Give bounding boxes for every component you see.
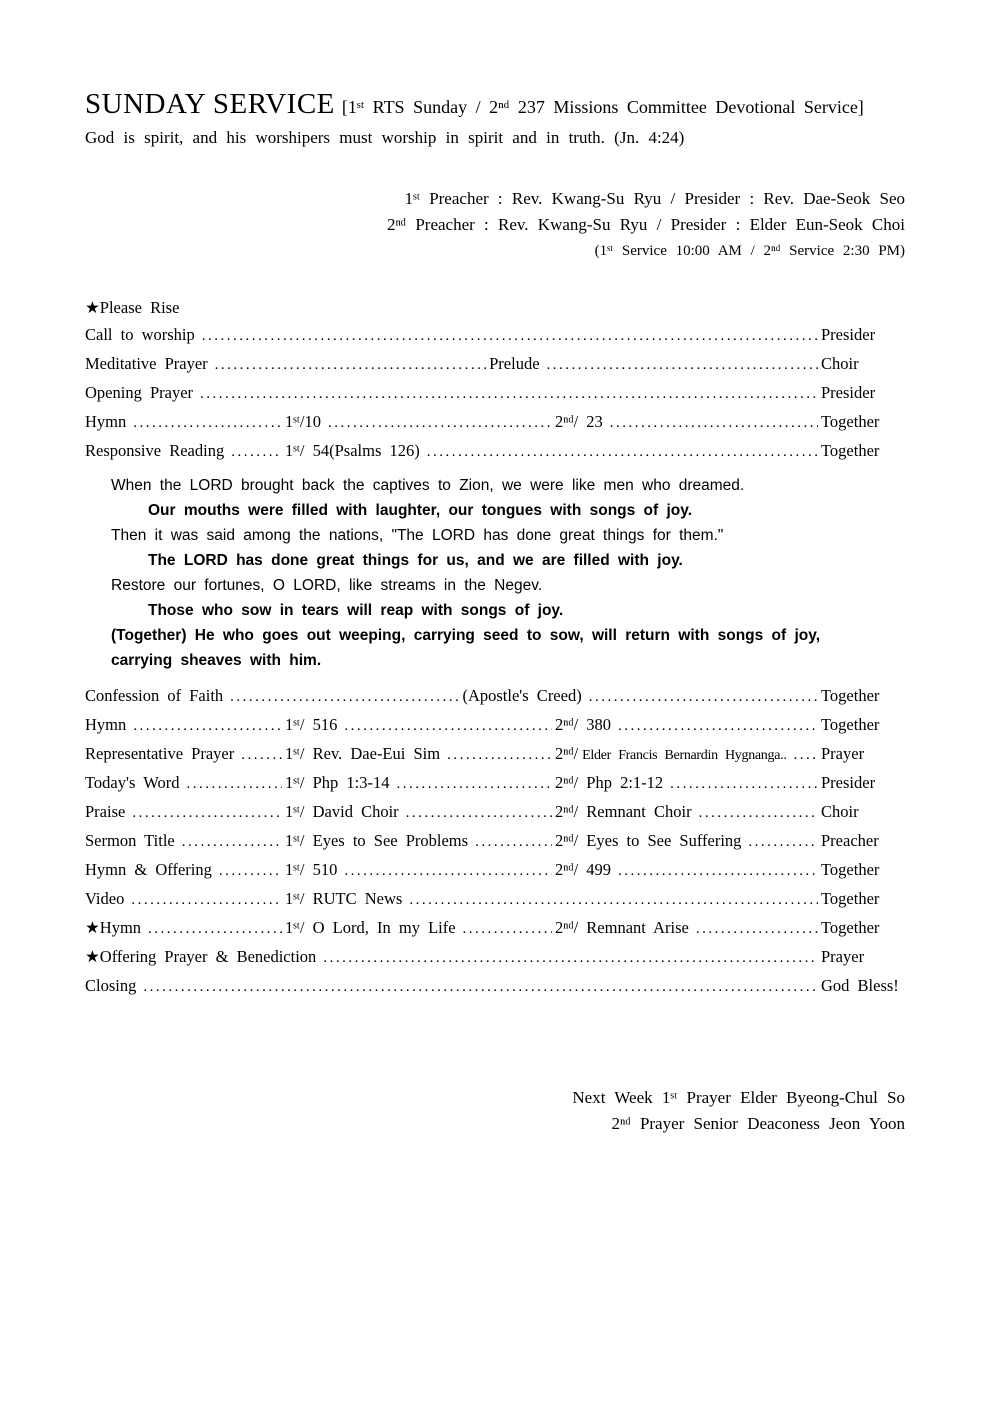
please-rise-note: ★Please Rise bbox=[85, 298, 180, 317]
service-role: Together bbox=[821, 860, 880, 879]
service-row bbox=[85, 914, 905, 943]
reading-line: Then it was said among the nations, "The LORD has done great things for them." bbox=[111, 527, 724, 544]
dot-leader bbox=[219, 858, 282, 885]
service-row bbox=[85, 711, 905, 740]
second-service-value: 2ⁿᵈ/ 380 bbox=[555, 715, 612, 734]
service-role: Preacher bbox=[821, 831, 879, 850]
second-service-zone bbox=[555, 408, 821, 437]
first-service-value: 1ˢᵗ/ Eyes to See Problems bbox=[285, 831, 469, 850]
service-row bbox=[85, 798, 905, 827]
service-label: Hymn & Offering bbox=[85, 860, 212, 879]
dot-leader bbox=[670, 771, 818, 798]
first-service-zone bbox=[285, 827, 555, 856]
service-label: Closing bbox=[85, 976, 137, 995]
second-service-zone bbox=[555, 856, 821, 885]
service-label: Call to worship bbox=[85, 325, 195, 344]
dot-leader bbox=[748, 829, 818, 856]
dot-leader bbox=[148, 916, 282, 943]
service-role: Together bbox=[821, 918, 880, 937]
service-label: Video bbox=[85, 889, 125, 908]
service-role: Prayer bbox=[821, 744, 865, 763]
service-role: Presider bbox=[821, 325, 876, 344]
second-service-value: 2ⁿᵈ/ bbox=[555, 744, 579, 763]
preacher-presider-block bbox=[85, 186, 905, 264]
label-zone bbox=[85, 885, 285, 914]
dot-leader bbox=[241, 742, 282, 769]
dot-leader bbox=[328, 410, 552, 437]
dot-leader bbox=[696, 916, 818, 943]
service-row bbox=[85, 321, 905, 350]
reading-line: Those who sow in tears will reap with songs of joy. bbox=[148, 602, 564, 619]
service-role: Choir bbox=[820, 354, 859, 373]
dot-leader bbox=[186, 771, 282, 798]
dot-leader bbox=[133, 410, 282, 437]
service-label: Praise bbox=[85, 802, 126, 821]
dot-leader bbox=[610, 410, 818, 437]
first-service-zone bbox=[285, 885, 821, 914]
scripture-verse: God is spirit, and his worshipers must worship in spirit and in truth. (Jn. 4:24) bbox=[85, 128, 685, 147]
service-label: Sermon Title bbox=[85, 831, 175, 850]
dot-leader bbox=[547, 352, 818, 379]
second-service-zone bbox=[555, 798, 821, 827]
service-row bbox=[85, 885, 905, 914]
first-service-value: 1ˢᵗ/ 510 bbox=[285, 860, 338, 879]
second-service-zone bbox=[555, 711, 821, 740]
first-service-zone bbox=[285, 856, 555, 885]
second-service-value: 2ⁿᵈ/ Eyes to See Suffering bbox=[555, 831, 742, 850]
label-zone bbox=[85, 827, 285, 856]
dot-leader bbox=[618, 858, 818, 885]
dot-leader bbox=[143, 974, 818, 1001]
service-label: Today's Word bbox=[85, 773, 180, 792]
dot-leader bbox=[406, 800, 552, 827]
service-role: Together bbox=[821, 412, 880, 431]
first-service-zone bbox=[285, 769, 555, 798]
first-service-value: 1ˢᵗ/ 54(Psalms 126) bbox=[285, 441, 420, 460]
title-line bbox=[85, 88, 905, 121]
service-label: Responsive Reading bbox=[85, 441, 225, 460]
service-role: Presider bbox=[821, 383, 876, 402]
reading-line: carrying sheaves with him. bbox=[111, 652, 322, 669]
second-service-zone bbox=[555, 827, 821, 856]
dot-leader bbox=[132, 800, 282, 827]
dot-leader bbox=[215, 352, 486, 379]
dot-leader bbox=[463, 916, 552, 943]
service-label: Meditative Prayer bbox=[85, 354, 208, 373]
second-service-value: 2ⁿᵈ/ Remnant Arise bbox=[555, 918, 689, 937]
service-label: Hymn bbox=[85, 412, 127, 431]
first-service-value: 1ˢᵗ/10 bbox=[285, 412, 321, 431]
service-role: Together bbox=[821, 686, 880, 705]
header bbox=[85, 88, 905, 148]
label-zone bbox=[85, 408, 285, 437]
service-row bbox=[85, 943, 905, 972]
responsive-reading-passage bbox=[85, 473, 905, 673]
dot-leader bbox=[589, 684, 818, 711]
second-preacher-line: 2ⁿᵈ Preacher : Rev. Kwang-Su Ryu / Presider : Elder Eun-Seok Choi bbox=[386, 215, 905, 234]
first-service-zone bbox=[285, 408, 555, 437]
service-mid-value: (Apostle's Creed) bbox=[462, 686, 582, 705]
dot-leader bbox=[323, 945, 818, 972]
service-label: Representative Prayer bbox=[85, 744, 235, 763]
reading-line: Our mouths were filled with laughter, our tongues with songs of joy. bbox=[148, 502, 693, 519]
label-zone bbox=[85, 914, 285, 943]
service-row bbox=[85, 972, 905, 1001]
service-label: ★Offering Prayer & Benediction bbox=[85, 947, 317, 966]
service-row bbox=[85, 827, 905, 856]
service-role: Together bbox=[821, 715, 880, 734]
service-mid-value: Prelude bbox=[489, 354, 540, 373]
dot-leader bbox=[182, 829, 282, 856]
service-row bbox=[85, 856, 905, 885]
reading-line: When the LORD brought back the captives to Zion, we were like men who dreamed. bbox=[111, 477, 745, 494]
dot-leader bbox=[200, 381, 818, 408]
first-service-zone bbox=[285, 711, 555, 740]
service-row bbox=[85, 740, 905, 769]
service-label: ★Hymn bbox=[85, 918, 142, 937]
first-service-value: 1ˢᵗ/ Rev. Dae-Eui Sim bbox=[285, 744, 441, 763]
label-zone bbox=[85, 769, 285, 798]
first-preacher-line: 1ˢᵗ Preacher : Rev. Kwang-Su Ryu / Presider : Rev. Dae-Seok Seo bbox=[404, 189, 905, 208]
dot-leader bbox=[794, 742, 818, 769]
first-service-zone bbox=[285, 798, 555, 827]
second-service-value: 2ⁿᵈ/ Remnant Choir bbox=[555, 802, 692, 821]
label-zone bbox=[85, 711, 285, 740]
label-zone bbox=[85, 740, 285, 769]
second-service-value: 2ⁿᵈ/ Php 2:1-12 bbox=[555, 773, 664, 792]
dot-leader bbox=[230, 684, 459, 711]
service-role: Together bbox=[821, 441, 880, 460]
first-service-value: 1ˢᵗ/ RUTC News bbox=[285, 889, 403, 908]
service-label: Confession of Faith bbox=[85, 686, 224, 705]
dot-leader bbox=[133, 713, 282, 740]
dot-leader bbox=[344, 858, 552, 885]
second-service-value: 2ⁿᵈ/ 23 bbox=[555, 412, 603, 431]
dot-leader bbox=[427, 439, 818, 466]
first-service-value: 1ˢᵗ/ David Choir bbox=[285, 802, 399, 821]
label-zone bbox=[85, 856, 285, 885]
service-role: Choir bbox=[821, 802, 859, 821]
service-row bbox=[85, 408, 905, 437]
label-zone bbox=[85, 437, 285, 466]
next-week-second-prayer: 2ⁿᵈ Prayer Senior Deaconess Jeon Yoon bbox=[611, 1114, 905, 1133]
service-role: God Bless! bbox=[821, 976, 899, 995]
service-row bbox=[85, 350, 905, 379]
page-title: SUNDAY SERVICE bbox=[85, 88, 335, 120]
dot-leader bbox=[409, 887, 818, 914]
second-service-zone bbox=[555, 769, 821, 798]
service-times: (1ˢᵗ Service 10:00 AM / 2ⁿᵈ Service 2:30 PM) bbox=[594, 243, 905, 259]
order-of-service-part2 bbox=[85, 682, 905, 1001]
first-service-value: 1ˢᵗ/ 516 bbox=[285, 715, 338, 734]
service-role: Together bbox=[821, 889, 880, 908]
title-note: [1ˢᵗ RTS Sunday / 2ⁿᵈ 237 Missions Committee Devotional Service] bbox=[341, 97, 864, 117]
dot-leader bbox=[202, 323, 818, 350]
dot-leader bbox=[231, 439, 282, 466]
second-service-zone bbox=[555, 740, 821, 769]
first-service-value: 1ˢᵗ/ Php 1:3-14 bbox=[285, 773, 390, 792]
next-week-block bbox=[85, 1085, 905, 1137]
service-row bbox=[85, 682, 905, 711]
first-service-zone bbox=[285, 740, 555, 769]
reading-line: The LORD has done great things for us, and we are filled with joy. bbox=[148, 552, 683, 569]
dot-leader bbox=[131, 887, 282, 914]
reading-line: Restore our fortunes, O LORD, like streams in the Negev. bbox=[111, 577, 543, 594]
first-service-zone bbox=[285, 437, 821, 466]
dot-leader bbox=[618, 713, 818, 740]
second-service-value: 2ⁿᵈ/ 499 bbox=[555, 860, 612, 879]
next-week-first-prayer: Next Week 1ˢᵗ Prayer Elder Byeong-Chul So bbox=[572, 1088, 905, 1107]
label-zone bbox=[85, 798, 285, 827]
dot-leader bbox=[397, 771, 552, 798]
service-label: Opening Prayer bbox=[85, 383, 194, 402]
dot-leader bbox=[699, 800, 818, 827]
service-row bbox=[85, 379, 905, 408]
service-row bbox=[85, 769, 905, 798]
second-service-zone bbox=[555, 914, 821, 943]
first-service-value: 1ˢᵗ/ O Lord, In my Life bbox=[285, 918, 456, 937]
first-service-zone bbox=[285, 914, 555, 943]
reading-line: (Together) He who goes out weeping, carrying seed to sow, will return with songs of joy, bbox=[111, 627, 821, 644]
second-service-name: Elder Francis Bernardin Hygnanga.. bbox=[582, 748, 787, 763]
service-role: Presider bbox=[821, 773, 876, 792]
service-label: Hymn bbox=[85, 715, 127, 734]
order-of-service-part1 bbox=[85, 321, 905, 466]
service-role: Prayer bbox=[821, 947, 865, 966]
service-row bbox=[85, 437, 905, 466]
dot-leader bbox=[344, 713, 552, 740]
dot-leader bbox=[447, 742, 552, 769]
dot-leader bbox=[475, 829, 552, 856]
